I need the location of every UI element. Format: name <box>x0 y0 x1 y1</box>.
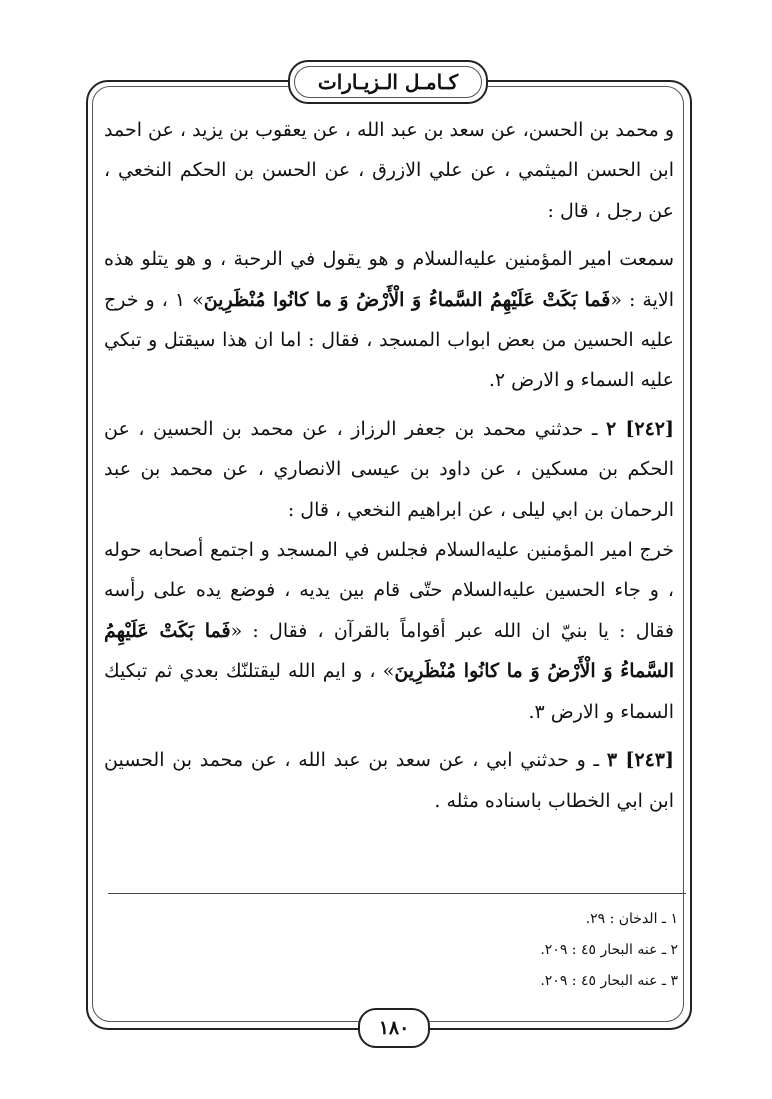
paragraph-4-intro: خرج امير المؤمنين عليه‌السلام فجلس في المسجد و اجتمع أصحابه حوله ، و جاء الحسين عليه‌السلام حتّى قام بين يديه ، فوضع يده على رأسه فقال : يا بنيّ ان الله عبر أقواماً بالقرآن ، فقال : « <box>104 539 674 642</box>
footnote-2: ٢ ـ عنه البحار ٤٥ : ٢٠٩. <box>540 942 678 958</box>
main-text <box>104 110 674 821</box>
footnote-3: ٣ ـ عنه البحار ٤٥ : ٢٠٩. <box>540 973 678 989</box>
book-title: كـامـل الـزيـارات <box>317 70 459 94</box>
hadith-number: [٢٤٢] ٢ <box>606 417 674 440</box>
hadith-number: [٢٤٣] ٣ <box>606 749 674 772</box>
page-number: ١٨٠ <box>378 1017 410 1039</box>
paragraph-1: و محمد بن الحسن، عن سعد بن عبد الله ، عن يعقوب بن يزيد ، عن احمد ابن الحسن الميثمي ، عن علي الازرق ، عن الحسن بن الحكم النخعي ، عن رجل ، قال : <box>104 119 674 222</box>
quran-verse: فَما بَكَتْ عَلَيْهِمُ السَّماءُ وَ الْأَرْضُ وَ ما كانُوا مُنْظَرِينَ <box>203 288 611 311</box>
quran-verse: فَما بَكَتْ عَلَيْهِمُ السَّماءُ وَ الْأَرْضُ وَ ما كانُوا مُنْظَرِينَ <box>104 619 674 683</box>
paragraph-2 <box>104 239 674 401</box>
paragraph-4 <box>104 530 674 732</box>
footnote-divider <box>108 893 686 894</box>
footnotes <box>108 904 684 997</box>
running-header <box>288 60 488 104</box>
paragraph-4-rest: » ، و ايم الله ليقتلنّك بعدي ثم تبكيك السماء و الارض ٣. <box>104 660 674 723</box>
paragraph-3-text: ـ حدثني محمد بن جعفر الرزاز ، عن محمد بن الحسين ، عن الحكم بن مسكين ، عن داود بن عيسى الانصاري ، عن محمد بن عبد الرحمان بن ابي ليلى ، عن ابراهيم النخعي ، قال : <box>104 417 674 521</box>
paragraph-5 <box>104 740 674 821</box>
page-number-box <box>358 1008 430 1048</box>
footnote-1: ١ ـ الدخان : ٢٩. <box>585 911 678 927</box>
paragraph-2-intro: سمعت امير المؤمنين عليه‌السلام و هو يقول في الرحبة ، و هو يتلو هذه الاية : « <box>104 248 674 311</box>
paragraph-5-text: ـ و حدثني ابي ، عن سعد بن عبد الله ، عن محمد بن الحسين ابن ابي الخطاب باسناده مثله . <box>104 749 674 812</box>
paragraph-3 <box>104 409 674 530</box>
paragraph-2-rest: » ١ ، و خرج عليه الحسين من بعض ابواب المسجد ، فقال : اما ان هذا سيقتل و تبكي عليه السماء و الارض ٢. <box>104 288 674 392</box>
